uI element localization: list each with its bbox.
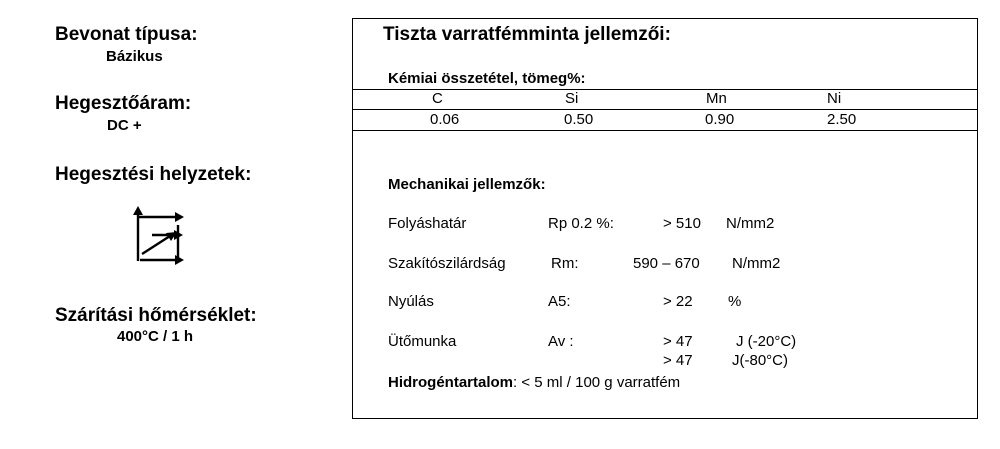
hydrogen-content-label: Hidrogéntartalom <box>388 374 514 391</box>
chem-value-c: 0.06 <box>430 111 460 128</box>
tensile-strength-unit: N/mm2 <box>732 255 781 272</box>
impact-energy-label: Ütőmunka <box>388 333 457 350</box>
chem-header-mn: Mn <box>706 90 727 107</box>
chem-value-ni: 2.50 <box>827 111 857 128</box>
welding-positions-label: Hegesztési helyzetek: <box>55 164 252 185</box>
hydrogen-content <box>388 374 680 391</box>
yield-strength-unit: N/mm2 <box>726 215 775 232</box>
hydrogen-content-value: : < 5 ml / 100 g varratfém <box>513 374 681 391</box>
chem-value-mn: 0.90 <box>705 111 735 128</box>
elongation-symbol: A5: <box>548 293 571 310</box>
impact-energy-value-2: > 47 <box>663 352 693 369</box>
tensile-strength-value: 590 – 670 <box>633 255 700 272</box>
drying-temperature-value: 400°C / 1 h <box>117 328 194 345</box>
weld-metal-properties-box <box>352 18 978 419</box>
coating-type-value: Bázikus <box>106 48 163 65</box>
welding-current-value: DC + <box>107 117 142 134</box>
drying-temperature-label: Szárítási hőmérséklet: <box>55 305 257 326</box>
tensile-strength-symbol: Rm: <box>551 255 579 272</box>
chem-header-ni: Ni <box>827 90 842 107</box>
welding-current-label: Hegesztőáram: <box>55 93 192 114</box>
impact-energy-value: > 47 <box>663 333 693 350</box>
tensile-strength-label: Szakítószilárdság <box>388 255 506 272</box>
chem-header-si: Si <box>565 90 579 107</box>
elongation-label: Nyúlás <box>388 293 434 310</box>
chem-header-top-line <box>353 89 977 90</box>
elongation-unit: % <box>728 293 742 310</box>
yield-strength-label: Folyáshatár <box>388 215 467 232</box>
chem-header-bottom-line <box>353 109 977 110</box>
welding-positions-icon <box>130 205 190 267</box>
coating-type-label: Bevonat típusa: <box>55 24 198 45</box>
yield-strength-value: > 510 <box>663 215 701 232</box>
elongation-value: > 22 <box>663 293 693 310</box>
impact-energy-unit: J (-20°C) <box>736 333 797 350</box>
impact-energy-symbol: Av : <box>548 333 574 350</box>
chem-value-si: 0.50 <box>564 111 594 128</box>
yield-strength-symbol: Rp 0.2 %: <box>548 215 614 232</box>
box-title: Tiszta varratfémminta jellemzői: <box>383 24 671 45</box>
mechanical-properties-title: Mechanikai jellemzők: <box>388 176 546 193</box>
chem-values-bottom-line <box>353 130 977 131</box>
chemical-composition-title: Kémiai összetétel, tömeg%: <box>388 70 586 87</box>
impact-energy-unit-2: J(-80°C) <box>732 352 789 369</box>
chem-header-c: C <box>432 90 443 107</box>
